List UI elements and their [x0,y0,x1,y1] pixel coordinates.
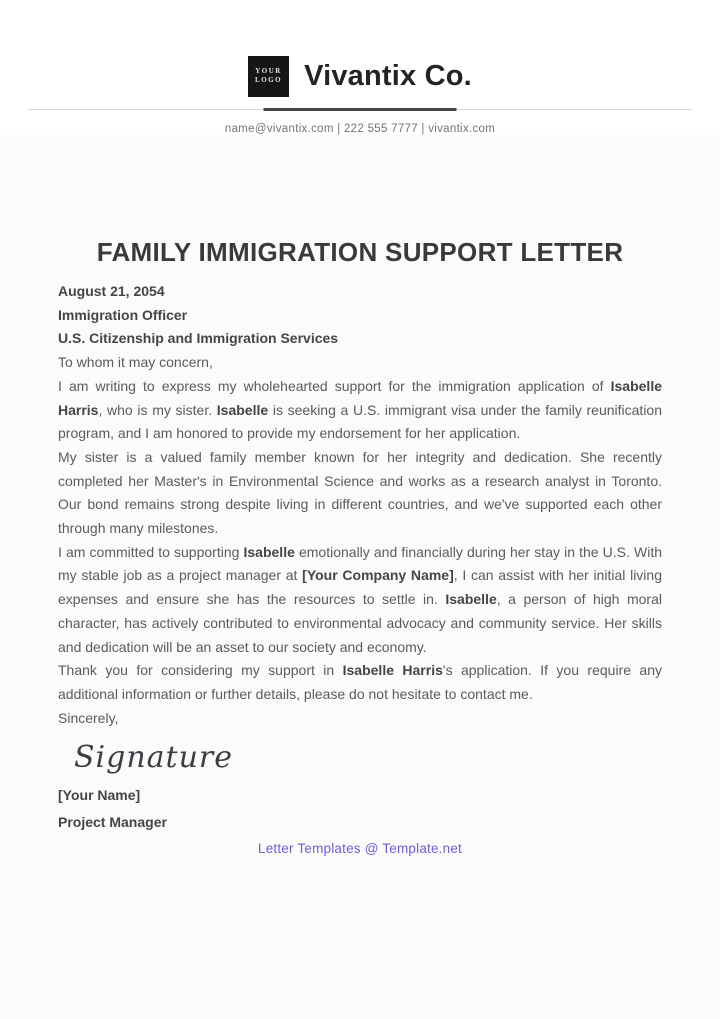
header-divider [28,108,692,111]
text-segment: I am committed to supporting [58,543,244,560]
logo-text-line1: YOUR [255,67,282,75]
recipient-organization: U.S. Citizenship and Immigration Services [58,330,339,347]
divider-dark-rule [264,108,457,111]
bold-text-segment: Isabelle Harris [342,662,443,679]
text-segment: 's application. If you require any additional information or further details, please do not hesitate to contact me. [58,662,662,702]
letterhead [0,0,720,135]
letter-title: FAMILY IMMIGRATION SUPPORT LETTER [96,237,624,267]
closing: Sincerely, [58,709,119,726]
text-segment: , who is my sister. [98,401,217,418]
paragraph-thanks [58,659,662,706]
sender-name: [Your Name] [58,787,141,804]
text-segment: emotionally and financially during her stay in the U.S. With my stable job as a project manager at [58,543,662,584]
contact-info: name@vivantix.com | 222 555 7777 | vivantix.com [224,123,496,135]
bold-text-segment: Isabelle [445,591,497,608]
letter-body [0,237,720,830]
text-segment: , a person of high moral character, has actively contributed to environmental advocacy and community service. Her skills and dedication will be an asset to our society and economy. [58,591,662,655]
text-segment: I am writing to express my wholehearted support for the immigration application of [58,377,611,394]
bold-text-segment: Isabelle [243,543,295,560]
paragraph-background [58,446,662,541]
bold-text-segment: Isabelle [216,401,269,418]
salutation: To whom it may concern, [58,354,213,371]
sender-job-title: Project Manager [58,814,167,831]
brand-row [0,55,720,97]
paragraph-intro [58,375,662,446]
company-logo-icon [248,56,289,97]
letter-date: August 21, 2054 [58,283,165,299]
page-footer [0,840,720,858]
bold-text-segment: Isabelle Harris [58,377,662,418]
text-segment: My sister is a valued family member known for her integrity and dedication. She recently completed her Master's in Environmental Science and works as a research analyst in Toronto. Our bond remains strong despite living in different countries, and we've supported each other through many milestones. [58,448,662,537]
text-segment: , I can assist with her initial living expenses and ensure she has the resources to settle in. [58,567,662,608]
paragraph-commitment [58,541,662,660]
text-segment: Thank you for considering my support in [58,662,343,679]
template-net-link[interactable]: Letter Templates @ Template.net [257,841,462,857]
letter-text-block [58,280,662,730]
signature-script: Signature [74,740,234,776]
bold-text-segment: [Your Company Name] [302,567,454,584]
company-name: Vivantix Co. [304,59,472,92]
recipient-name: Immigration Officer [58,306,188,323]
logo-text-line2: LOGO [255,76,283,84]
text-segment: is seeking a U.S. immigrant visa under the family reunification program, and I am honored to provide my endorsement for her application. [58,401,662,442]
